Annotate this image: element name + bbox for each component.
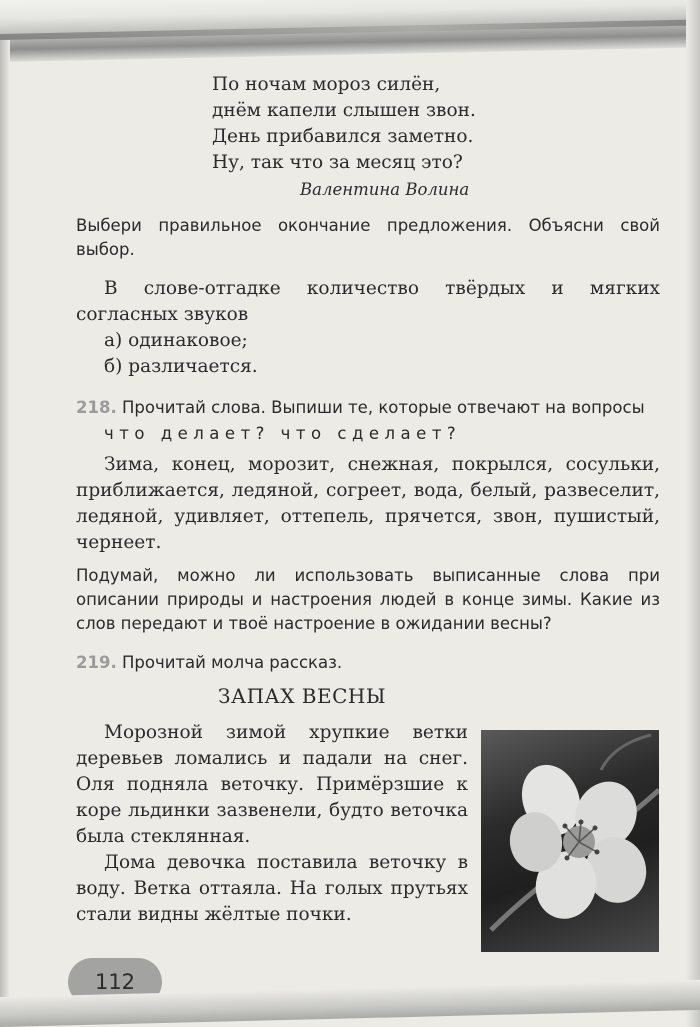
story-paragraph: Морозной зимой хрупкие ветки деревьев ломались и падали на снег. Оля подняла веточку. Примёрзшие к коре льдинки зазвенели, будто веточка была стеклянная. <box>76 722 468 847</box>
option-a: а) одинаковое; <box>104 330 248 351</box>
flower-photo <box>481 730 659 952</box>
exercise-218-follow-up: Подумай, можно ли использовать выписанные слова при описании природы и настроения людей в конце зимы. Какие из слов передают и твоё настроение в ожидании весны? <box>76 566 660 633</box>
exercise-218-header <box>76 396 660 446</box>
exercise-219-header <box>76 651 660 675</box>
poem-line: днём капели слышен звон. <box>212 100 476 121</box>
page-top-edge <box>0 0 700 62</box>
poem-line: День прибавился заметно. <box>212 126 474 147</box>
blossom-image <box>481 730 659 952</box>
poem-line: По ночам мороз силён, <box>212 74 441 95</box>
exercise-instruction: Прочитай молча рассказ. <box>121 653 343 672</box>
poem-line: Ну, так что за месяц это? <box>212 152 463 173</box>
choose-statement <box>76 276 660 380</box>
option-b: б) различается. <box>104 356 258 377</box>
statement-text: В слове-отгадке количество твёрдых и мягких согласных звуков <box>76 278 660 325</box>
poem <box>212 72 476 176</box>
page-left-shadow <box>0 40 10 1020</box>
page-number: 112 <box>68 958 162 1006</box>
choose-instruction: Выбери правильное окончание предложения. Объясни свой выбор. <box>76 216 660 259</box>
page-right-shadow <box>686 0 700 1027</box>
story-title: ЗАПАХ ВЕСНЫ <box>218 684 387 708</box>
exercise-number: 218. <box>76 398 117 417</box>
exercise-instruction: Прочитай слова. Выпиши те, которые отвечают на вопросы <box>121 398 645 417</box>
story-paragraph: Дома девочка поставила веточку в воду. Ветка оттаяла. На голых прутьях стали видны жёлтые почки. <box>76 852 468 925</box>
exercise-218-words: Зима, конец, морозит, снежная, покрылся, сосульки, приближается, ледяной, согреет, вода, белый, развеселит, ледяной, удивляет, оттепель, прячется, звон, пушистый, чернеет. <box>76 454 660 553</box>
poem-author: Валентина Волина <box>300 180 470 199</box>
exercise-number: 219. <box>76 653 117 672</box>
exercise-questions: что делает? что сделает? <box>104 424 462 443</box>
